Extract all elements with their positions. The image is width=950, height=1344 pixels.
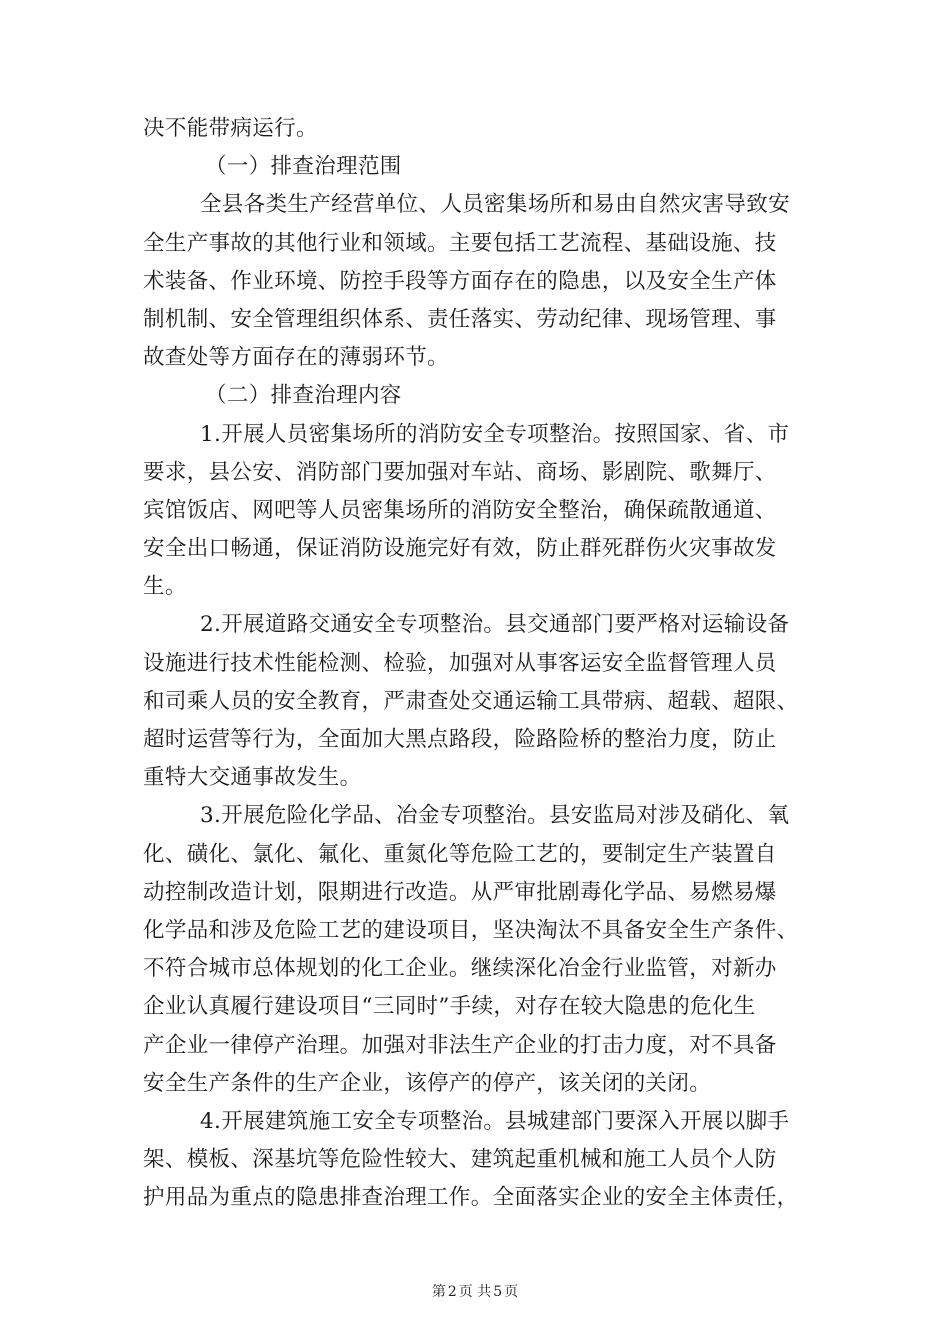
section-heading-scope: （一）排查治理范围 [205,154,402,180]
text-line: 制机制、安全管理组织体系、责任落实、劳动纪律、现场管理、事 [143,306,777,332]
document-body [143,110,823,1217]
text-line: 化、磺化、氯化、氟化、重氮化等危险工艺的，要制定生产装置自 [143,841,777,867]
text-line: 3.开展危险化学品、冶金专项整治。县安监局对涉及硝化、氧 [200,803,790,829]
footer-suffix: 页 [504,1284,519,1300]
text-line: 2.开展道路交通安全专项整治。县交通部门要严格对运输设备 [200,612,790,638]
text-line: 架、模板、深基坑等危险性较大、建筑起重机械和施工人员个人防 [143,1147,777,1173]
text-line: 宾馆饭店、网吧等人员密集场所的消防安全整治，确保疏散通道、 [143,497,777,523]
text-line: 要求，县公安、消防部门要加强对车站、商场、影剧院、歌舞厅、 [143,459,777,485]
text-line: 故查处等方面存在的薄弱环节。 [143,345,449,371]
text-line: 化学品和涉及危险工艺的建设项目，坚决淘汰不具备安全生产条件、 [143,917,799,943]
total-pages-number: 5 [493,1284,503,1300]
text-line: 全生产事故的其他行业和领域。主要包括工艺流程、基础设施、技 [143,230,777,256]
text-line: 企业认真履行建设项目“三同时”手续，对存在较大隐患的危化生 [143,994,756,1020]
text-line: 重特大交通事故发生。 [143,765,362,791]
text-line: 全县各类生产经营单位、人员密集场所和易由自然灾害导致安 [200,192,790,218]
text-line: 术装备、作业环境、防控手段等方面存在的隐患，以及安全生产体 [143,268,777,294]
text-line: 1.开展人员密集场所的消防安全专项整治。按照国家、省、市 [200,421,790,447]
footer-prefix: 第 [431,1284,446,1300]
text-line: 安全出口畅通，保证消防设施完好有效，防止群死群伤火灾事故发 [143,536,777,562]
text-line: 设施进行技术性能检测、检验，加强对从事客运安全监督管理人员 [143,650,777,676]
text-line: 产企业一律停产治理。加强对非法生产企业的打击力度，对不具备 [143,1032,777,1058]
text-line: 不符合城市总体规划的化工企业。继续深化冶金行业监管，对新办 [143,956,777,982]
current-page-number: 2 [447,1284,457,1300]
text-line: 超时运营等行为，全面加大黑点路段，险路险桥的整治力度，防止 [143,727,777,752]
page-footer [0,1281,950,1301]
section-heading-content: （二）排查治理内容 [205,383,402,409]
footer-mid: 页 共 [458,1284,492,1300]
text-line: 动控制改造计划，限期进行改造。从严审批剧毒化学品、易燃易爆 [143,879,777,905]
text-line: 和司乘人员的安全教育，严肃查处交通运输工具带病、超载、超限、 [143,688,799,714]
text-line: 决不能带病运行。 [143,116,318,141]
text-line: 安全生产条件的生产企业，该停产的停产，该关闭的关闭。 [143,1070,712,1096]
text-line: 护用品为重点的隐患排查治理工作。全面落实企业的安全主体责任， [143,1185,799,1211]
text-line: 4.开展建筑施工安全专项整治。县城建部门要深入开展以脚手 [200,1108,790,1134]
text-line: 生。 [143,574,187,600]
